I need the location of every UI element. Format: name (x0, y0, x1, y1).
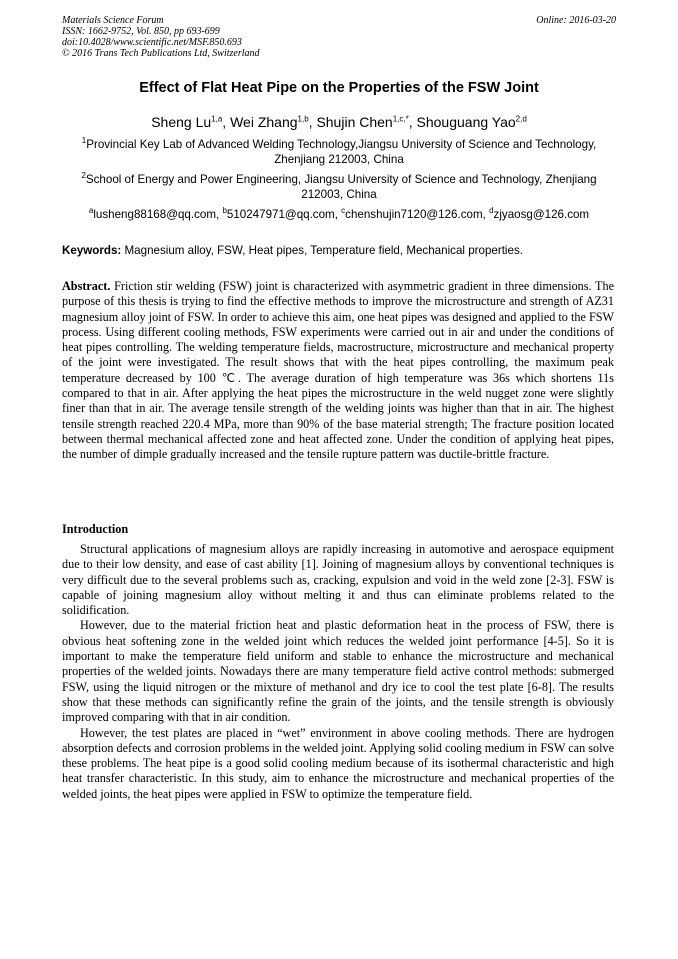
journal-name: Materials Science Forum (62, 15, 164, 26)
author-name: Sheng Lu (151, 114, 212, 130)
author-sup: 2,d (515, 114, 527, 124)
author-sup: 1,a (211, 114, 223, 124)
author-name: Shouguang Yao (416, 114, 516, 130)
paper-title: Effect of Flat Heat Pipe on the Properties of the FSW Joint (139, 80, 539, 96)
email[interactable]: 510247971@qq.com (226, 208, 335, 221)
journal-header (62, 15, 260, 59)
author-sup: 1,b (297, 114, 309, 124)
email-sup: b (222, 206, 227, 216)
affiliation-sup: 2 (81, 171, 86, 181)
keywords (62, 244, 616, 257)
affiliation-text: Provincial Key Lab of Advanced Welding Technology,Jiangsu University of Science and Technology, Zhenjiang 212003, China (86, 138, 597, 166)
issn-line: ISSN: 1662-9752, Vol. 850, pp 693-699 (62, 26, 220, 37)
affiliation-2 (80, 172, 598, 202)
keywords-label: Keywords: (62, 244, 122, 257)
email-sup: c (341, 206, 346, 216)
author-list: Sheng Lu$^{1,a}$, Wei Zhang$^{1,b}$, Shujin Chen$^{1,c,*}$, Shouguang Yao$^{2,d}$ (151, 114, 527, 130)
affiliation-1 (80, 137, 598, 167)
doi-line: doi:10.4028/www.scientific.net/MSF.850.693 (62, 37, 242, 48)
author-name: Wei Zhang (230, 114, 298, 130)
author-name: Shujin Chen (316, 114, 393, 130)
abstract-label: Abstract. (62, 279, 111, 293)
email[interactable]: chenshujin7120@126.com (345, 208, 483, 221)
email-sup: a (88, 206, 94, 216)
affiliation-sup: 1 (81, 136, 87, 146)
email-sup: d (489, 206, 494, 216)
paragraph: However, due to the material friction heat and plastic deformation heat in the process of FSW, there is obvious heat softening zone in the welded joint which reduces the welded joint performance [4-5]. So it is important to make the temperature field uniform and stable to enhance the microstructure and mechanical properties of the welded joints. Nowadays there are many temperature field active control methods: submerged FSW, using the liquid nitrogen or the mixture of methanol and dry ice to cool the test plate [6-8]. The results show that these methods can significantly refine the grain of the joints, and the tensile strength is obviously improved comparing with that in air condition. (62, 618, 614, 725)
email-list: $^a$lusheng88168@qq.com, $^b$510247971@qq.com, $^c$chenshujin7120@126.com, $^d$zjyaosg@126.com (88, 206, 590, 221)
abstract (62, 279, 614, 463)
abstract-text: Friction stir welding (FSW) joint is characterized with asymmetric gradient in three dimensions. The purpose of this thesis is trying to find the effective methods to improve the microstructure and strength of AZ31 magnesium alloy joint of FSW. In order to achieve this aim, one heat pipes was designed and applied to the FSW process. Using different cooling methods, FSW experiments were carried out in air and under the conditions of heat pipes controlling. The welding temperature fields, macrostructure, microstructure and mechanical property of the joint were investigated. The result shows that with the heat pipes controlling, the maximum peak temperature decreased by 100 ℃. The average duration of high temperature was 36s which shortens 11s compared to that in air. After applying the heat pipes the microstructure in the weld nugget zone were slightly finer than that in air. The average tensile strength of the welding joints was higher than that in air. The highest tensile strength reached 220.4 MPa, more than 90% of the base material strength; The fracture position located between thermal mechanical affected zone and heat affected zone. Under the condition of applying heat pipes, the number of dimple gradually increased and the tensile rupture pattern was ductile-brittle fracture. (62, 279, 614, 462)
email[interactable]: zjyaosg@126.com (493, 208, 590, 221)
paragraph: However, the test plates are placed in “wet” environment in above cooling methods. There are hydrogen absorption defects and corrosion problems in the welded joint. Applying solid cooling medium in FSW can solve these problems. The heat pipe is a good solid cooling medium because of its isothermal characteristic and high heat transfer characteristic. In this study, aim to enhance the microstructure and mechanical properties of the welded joints, the heat pipes were applied in FSW to optimize the temperature field. (62, 725, 614, 801)
introduction-heading: Introduction (62, 522, 129, 536)
copyright-line: © 2016 Trans Tech Publications Ltd, Switzerland (62, 48, 260, 59)
affiliation-text: School of Energy and Power Engineering, Jiangsu University of Science and Technology, Zhenjiang 212003, China (85, 173, 597, 201)
keywords-text: Magnesium alloy, FSW, Heat pipes, Temperature field, Mechanical properties. (124, 244, 523, 257)
introduction-body (62, 542, 614, 802)
email[interactable]: lusheng88168@qq.com (93, 208, 216, 221)
author-sup: 1,c,* (392, 114, 409, 124)
paragraph: Structural applications of magnesium alloys are rapidly increasing in automotive and aerospace equipment due to their low density, and ease of cast ability [1]. Joining of magnesium alloys by conventional techniques is very difficult due to the several problems such as, cracking, expulsion and void in the weld zone [2-3]. FSW is capable of joining magnesium alloy without melting it and thus can eliminate problems related to the solidification. (62, 542, 614, 618)
online-date: Online: 2016-03-20 (536, 15, 616, 26)
